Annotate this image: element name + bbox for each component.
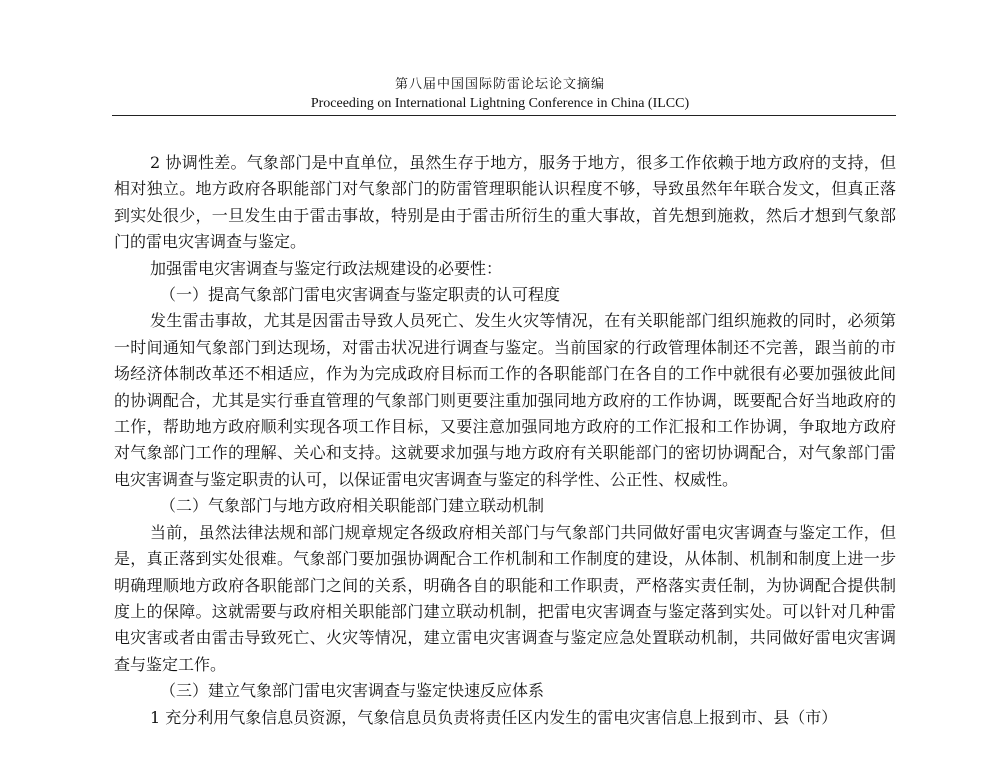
- body-text: [114, 150, 896, 731]
- paragraph-section-3-start: 1 充分利用气象信息员资源，气象信息员负责将责任区内发生的雷电灾害信息上报到市、县（市）: [150, 707, 838, 727]
- subheading-3: （三）建立气象部门雷电灾害调查与鉴定快速反应体系: [160, 681, 545, 701]
- paragraph-section-1: 发生雷击事故，尤其是因雷击导致人员死亡、发生火灾等情况，在有关职能部门组织施救的同时，必须第一时间通知气象部门到达现场，对雷击状况进行调查与鉴定。当前国家的行政管理体制还不完善，跟当前的市场经济体制改革还不相适应，作为为完成政府目标而工作的各职能部门在各自的工作中就很有必要加强彼此间的协调配合，尤其是实行垂直管理的气象部门则更要注重加强同地方政府的工作协调，既要配合好当地政府的工作，帮助地方政府顺利实现各项工作目标，又要注意加强同地方政府的工作汇报和工作协调，争取地方政府对气象部门工作的理解、关心和支持。这就要求加强与地方政府有关职能部门的密切协调配合，对气象部门雷电灾害调查与鉴定职责的认可，以保证雷电灾害调查与鉴定的科学性、公正性、权威性。: [114, 311, 896, 489]
- paragraph-section-2: 当前，虽然法律法规和部门规章规定各级政府相关部门与气象部门共同做好雷电灾害调查与鉴定工作，但是，真正落到实处很难。气象部门要加强协调配合工作机制和工作制度的建设，从体制、机制和制度上进一步明确理顺地方政府各职能部门之间的关系，明确各自的职能和工作职责，严格落实责任制，为协调配合提供制度上的保障。这就需要与政府相关职能部门建立联动机制，把雷电灾害调查与鉴定落到实处。可以针对几种雷电灾害或者由雷击导致死亡、火灾等情况，建立雷电灾害调查与鉴定应急处置联动机制，共同做好雷电灾害调查与鉴定工作。: [114, 522, 896, 674]
- running-header: [0, 76, 1000, 112]
- paragraph-necessity-intro: 加强雷电灾害调查与鉴定行政法规建设的必要性：: [150, 258, 503, 278]
- header-title-en: Proceeding on International Lightning Conference in China (ILCC): [310, 96, 690, 111]
- subheading-2: （二）气象部门与地方政府相关职能部门建立联动机制: [160, 496, 545, 516]
- paragraph-coordination: 2 协调性差。气象部门是中直单位，虽然生存于地方，服务于地方，很多工作依赖于地方政府的支持，但相对独立。地方政府各职能部门对气象部门的防雷管理职能认识程度不够，导致虽然年年联合发文，但真正落到实处很少，一旦发生由于雷击事故，特别是由于雷击所衍生的重大事故，首先想到施救，然后才想到气象部门的雷电灾害调查与鉴定。: [114, 153, 896, 252]
- header-rule: [112, 115, 896, 116]
- subheading-1: （一）提高气象部门雷电灾害调查与鉴定职责的认可程度: [160, 285, 561, 305]
- header-title-cn: 第八届中国国际防雷论坛论文摘编: [394, 77, 605, 92]
